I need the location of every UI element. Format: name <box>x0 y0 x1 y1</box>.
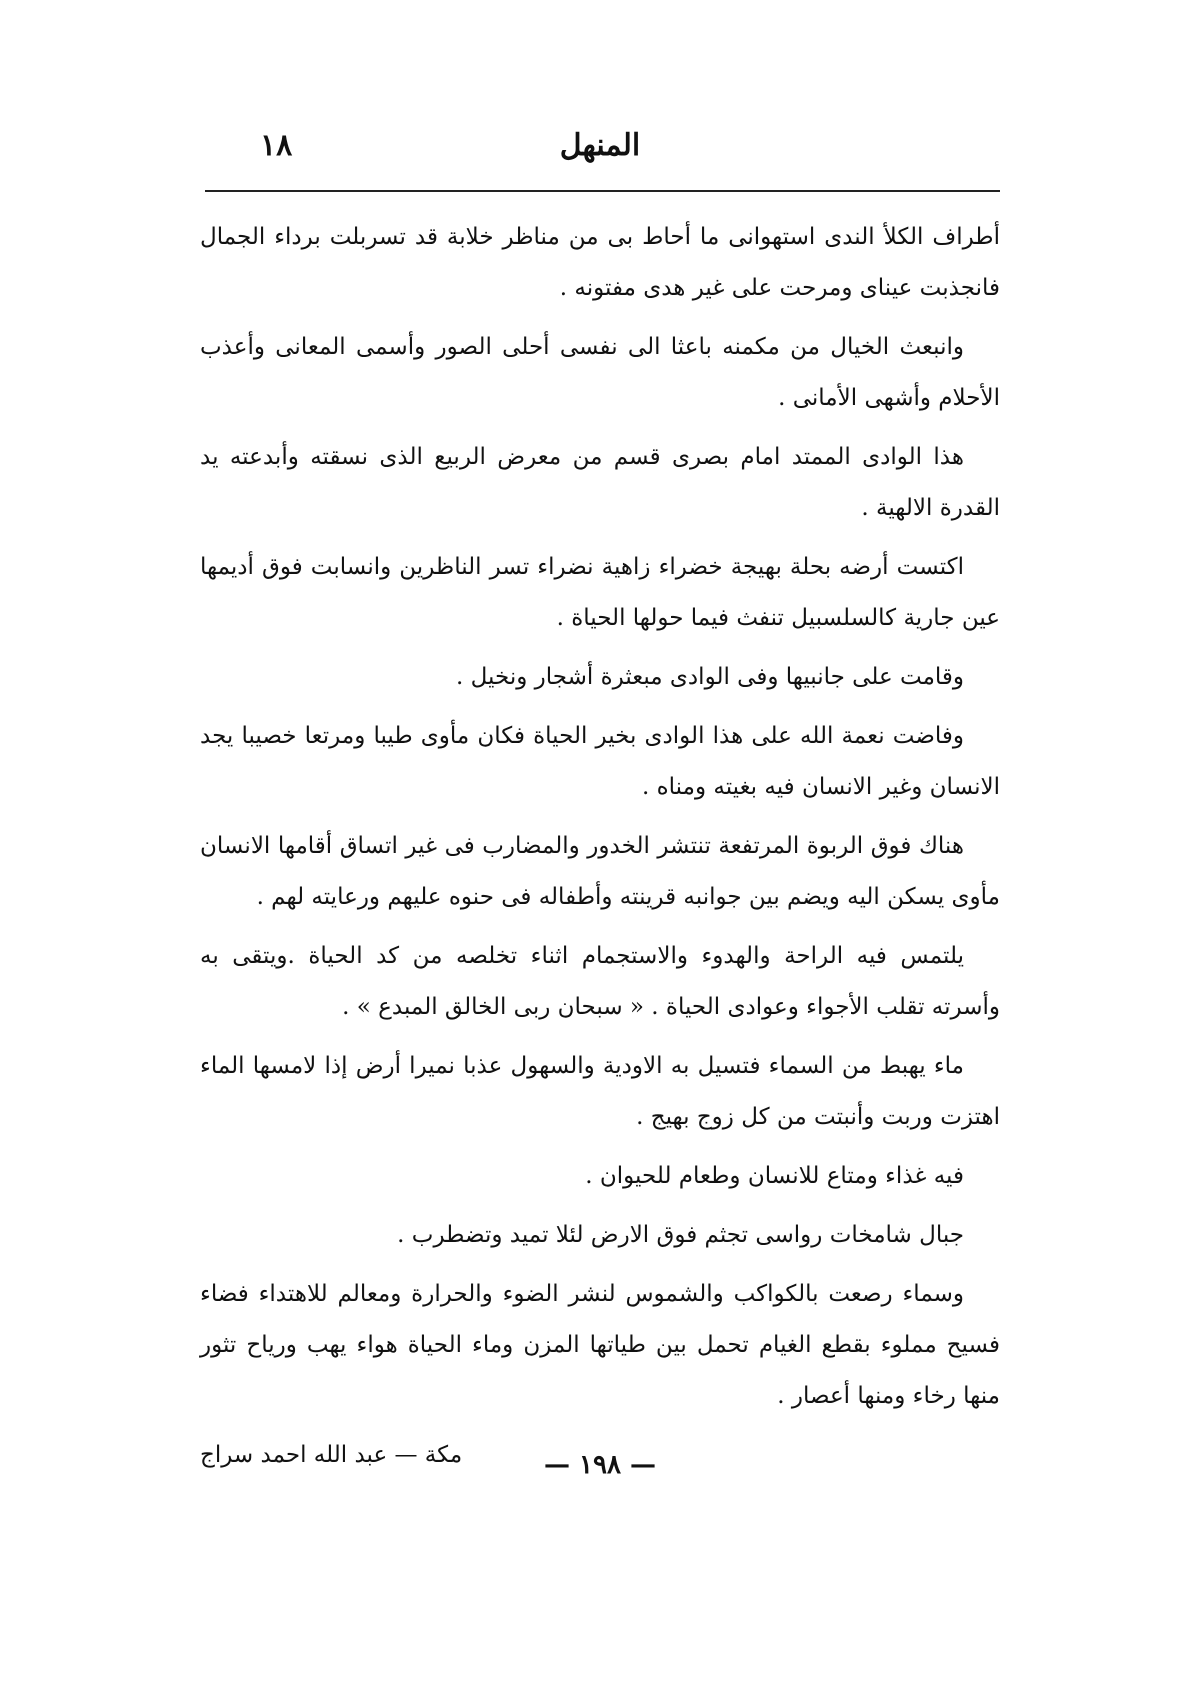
paragraph: وانبعث الخيال من مكمنه باعثا الى نفسى أحلى الصور وأسمى المعانى وأعذب الأحلام وأشهى الأمانى . <box>200 334 1000 411</box>
paragraph: جبال شامخات رواسى تجثم فوق الارض لئلا تميد وتضطرب . <box>397 1222 964 1248</box>
running-title: المنهل <box>559 128 641 163</box>
paragraph: اكتست أرضه بحلة بهيجة خضراء زاهية نضراء تسر الناظرين وانسابت فوق أديمها عين جارية كالسلسبيل تنفث فيما حولها الحياة . <box>200 554 1000 631</box>
paragraph: وقامت على جانبيها وفى الوادى مبعثرة أشجار ونخيل . <box>456 664 964 690</box>
paragraph: يلتمس فيه الراحة والهدوء والاستجمام اثناء تخلصه من كد الحياة .ويتقى به وأسرته تقلب الأجواء وعوادى الحياة . « سبحان ربى الخالق المبدع » . <box>200 943 1000 1020</box>
article-body <box>200 212 1000 1481</box>
paragraph: وفاضت نعمة الله على هذا الوادى بخير الحياة فكان مأوى طيبا ومرتعا خصيبا يجد الانسان وغير الانسان فيه بغيته ومناه . <box>200 723 1000 800</box>
header-page-number: ١٨ <box>260 128 293 163</box>
author-signature: مكة — عبد الله احمد سراج <box>200 1442 463 1468</box>
paragraph: ماء يهبط من السماء فتسيل به الاودية والسهول عذبا نميرا أرض إذا لامسها الماء اهتزت وربت وأنبتت من كل زوج بهيج . <box>200 1053 1000 1130</box>
paragraph: وسماء رصعت بالكواكب والشموس لنشر الضوء والحرارة ومعالم للاهتداء فضاء فسيح مملوء بقطع الغيام تحمل بين طياتها المزن وماء الحياة هواء يهب ورياح تثور منها رخاء ومنها أعصار . <box>200 1281 1000 1409</box>
header-rule <box>205 190 1000 192</box>
page-header <box>200 128 1000 178</box>
paragraph: فيه غذاء ومتاع للانسان وطعام للحيوان . <box>585 1163 964 1189</box>
paragraph: هناك فوق الربوة المرتفعة تنتشر الخدور والمضارب فى غير اتساق أقامها الانسان مأوى يسكن اليه ويضم بين جوانبه قرينته وأطفاله فى حنوه عليهم ورعايته لهم . <box>200 833 1000 910</box>
paragraph: أطراف الكلأ الندى استهوانى ما أحاط بى من مناظر خلابة قد تسربلت برداء الجمال فانجذبت عيناى ومرحت على غير هدى مفتونه . <box>200 224 1000 301</box>
paragraph: هذا الوادى الممتد امام بصرى قسم من معرض الربيع الذى نسقته وأبدعته يد القدرة الالهية . <box>200 444 1000 521</box>
footer-page-number: — ١٩٨ — <box>543 1450 657 1480</box>
